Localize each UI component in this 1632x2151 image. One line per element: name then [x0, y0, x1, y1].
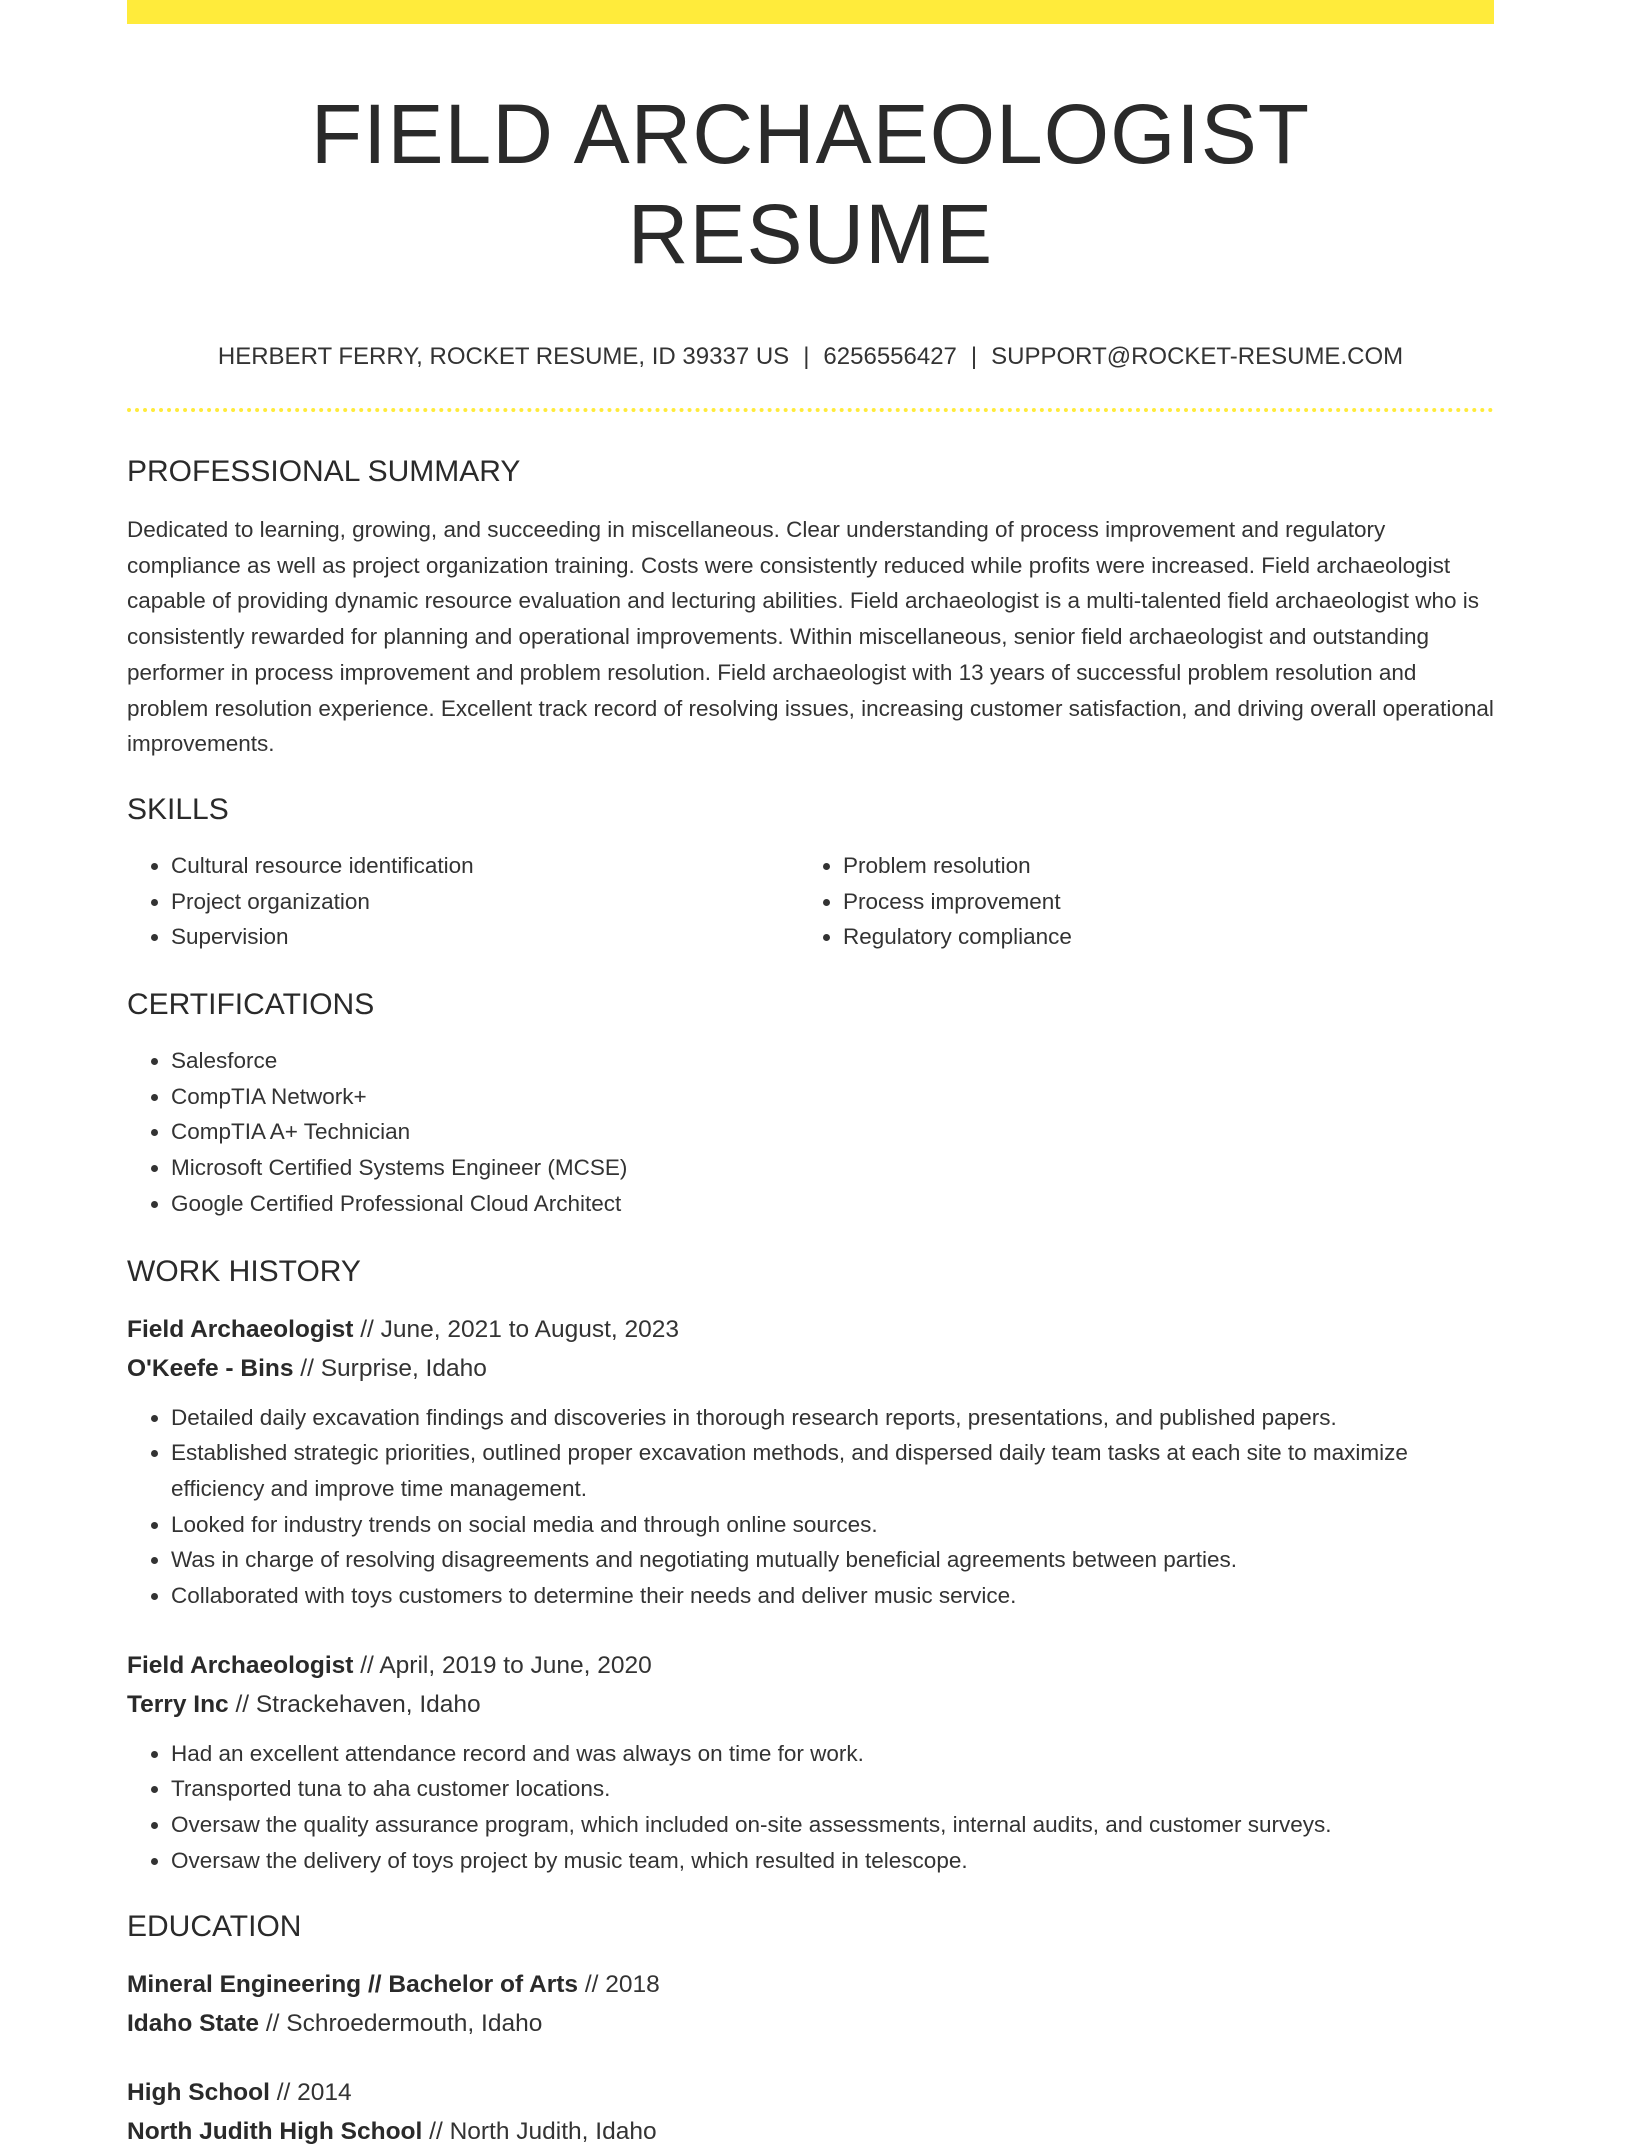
education-degree-line — [127, 2073, 1494, 2112]
certification-item: • Google Certified Professional Cloud Architect — [171, 1186, 1494, 1222]
skills-list-right — [799, 848, 1471, 955]
summary-heading: PROFESSIONAL SUMMARY — [127, 455, 521, 488]
contact-info — [127, 342, 1494, 372]
work-history-heading: WORK HISTORY — [127, 1254, 361, 1288]
summary-section — [127, 454, 1494, 762]
job-bullet: • Collaborated with toys customers to determine their needs and deliver music service. — [171, 1578, 1494, 1614]
education-degree: Mineral Engineering // Bachelor of Arts — [127, 1970, 579, 1998]
contact-separator: | — [970, 343, 978, 370]
certifications-list — [127, 1043, 1494, 1222]
top-accent-bar — [127, 0, 1494, 24]
skills-heading: SKILLS — [127, 792, 229, 826]
summary-text: Dedicated to learning, growing, and succeeding in miscellaneous. Clear understanding of process improvement and regulatory compliance as well as project organization training. Costs were consistently reduced while profits were increased. Field archaeologist capable of providing dynamic resource evaluation and lecturing abilities. Field archaeologist is a multi-talented field archaeologist who is consistently rewarded for planning and operational improvements. Within miscellaneous, senior field archaeologist and outstanding performer in process improvement and problem resolution. Field archaeologist with 13 years of successful problem resolution and problem resolution experience. Excellent track record of resolving issues, increasing customer satisfaction, and driving overall operational improvements. — [127, 517, 1494, 757]
job-bullet: • Had an excellent attendance record and was always on time for work. — [171, 1736, 1494, 1772]
job-separator: // — [353, 1315, 381, 1343]
resume-title: FIELD ARCHAEOLOGIST RESUME — [310, 87, 1311, 281]
job-separator: // — [353, 1651, 380, 1679]
dotted-divider — [127, 408, 1494, 412]
job-bullet: • Oversaw the delivery of toys project by music team, which resulted in telescope. — [171, 1843, 1494, 1879]
certifications-section — [127, 987, 1494, 1222]
job-bullet: • Transported tuna to aha customer locations. — [171, 1771, 1494, 1807]
contact-separator: | — [803, 343, 810, 370]
contact-email: SUPPORT@ROCKET-RESUME.COM — [991, 343, 1404, 370]
education-degree: High School — [127, 2078, 270, 2106]
education-separator: // — [269, 2078, 298, 2106]
job-dates: June, 2021 to August, 2023 — [380, 1315, 680, 1343]
certification-item: • Microsoft Certified Systems Engineer (MCSE) — [171, 1150, 1494, 1186]
job-title: Field Archaeologist — [127, 1315, 354, 1343]
job-separator: // — [228, 1690, 256, 1718]
skills-section — [127, 792, 1494, 955]
contact-address: HERBERT FERRY, ROCKET RESUME, ID 39337 US — [217, 343, 790, 370]
job-bullet: • Detailed daily excavation findings and discoveries in thorough research reports, presentations, and published papers. — [171, 1400, 1494, 1436]
certification-item: • CompTIA A+ Technician — [171, 1114, 1494, 1150]
certification-item: • Salesforce — [171, 1043, 1494, 1079]
job-bullets — [127, 1400, 1494, 1614]
education-school: Idaho State — [127, 2009, 260, 2037]
job-company: O'Keefe - Bins — [127, 1354, 294, 1382]
skill-item: • Cultural resource identification — [171, 848, 799, 884]
skills-grid — [127, 848, 1494, 955]
job-entry — [127, 1310, 1494, 1614]
certifications-heading: CERTIFICATIONS — [127, 988, 375, 1022]
education-entry — [127, 1965, 1494, 2043]
education-section — [127, 1909, 1494, 2151]
education-year: 2018 — [605, 1970, 660, 1998]
job-company-line — [127, 1685, 1494, 1724]
education-separator: // — [578, 1970, 606, 1998]
job-entry — [127, 1646, 1494, 1879]
job-company: Terry Inc — [127, 1690, 229, 1718]
resume-page — [127, 0, 1494, 2151]
job-title-line — [127, 1310, 1494, 1349]
job-bullet: • Looked for industry trends on social media and through online sources. — [171, 1507, 1494, 1543]
job-title-line — [127, 1646, 1494, 1685]
education-year: 2014 — [297, 2078, 352, 2106]
job-title: Field Archaeologist — [127, 1651, 354, 1679]
job-separator: // — [293, 1354, 321, 1382]
certification-item: • CompTIA Network+ — [171, 1079, 1494, 1115]
job-bullet: • Established strategic priorities, outlined proper excavation methods, and dispersed daily team tasks at each site to maximize efficiency and improve time management. — [171, 1435, 1494, 1506]
job-location: Strackehaven, Idaho — [255, 1690, 481, 1718]
education-location: North Judith, Idaho — [449, 2117, 657, 2145]
work-history-section — [127, 1254, 1494, 1879]
education-school: North Judith High School — [127, 2117, 423, 2145]
skill-item: • Project organization — [171, 884, 799, 920]
education-school-line — [127, 2004, 1494, 2043]
education-separator: // — [259, 2009, 287, 2037]
education-school-line — [127, 2112, 1494, 2151]
job-location: Surprise, Idaho — [320, 1354, 487, 1382]
skill-item: • Process improvement — [843, 884, 1471, 920]
job-bullets — [127, 1736, 1494, 1879]
job-dates: April, 2019 to June, 2020 — [379, 1651, 652, 1679]
education-degree-line — [127, 1965, 1494, 2004]
education-heading: EDUCATION — [127, 1909, 302, 1943]
job-bullet: • Oversaw the quality assurance program, which included on-site assessments, internal audits, and customer surveys. — [171, 1807, 1494, 1843]
job-bullet: • Was in charge of resolving disagreements and negotiating mutually beneficial agreements between parties. — [171, 1542, 1494, 1578]
skills-list-left — [127, 848, 799, 955]
skill-item: • Problem resolution — [843, 848, 1471, 884]
education-separator: // — [422, 2117, 450, 2145]
job-company-line — [127, 1349, 1494, 1388]
skill-item: • Supervision — [171, 919, 799, 955]
skill-item: • Regulatory compliance — [843, 919, 1471, 955]
contact-phone: 6256556427 — [823, 343, 957, 370]
education-location: Schroedermouth, Idaho — [286, 2009, 543, 2037]
